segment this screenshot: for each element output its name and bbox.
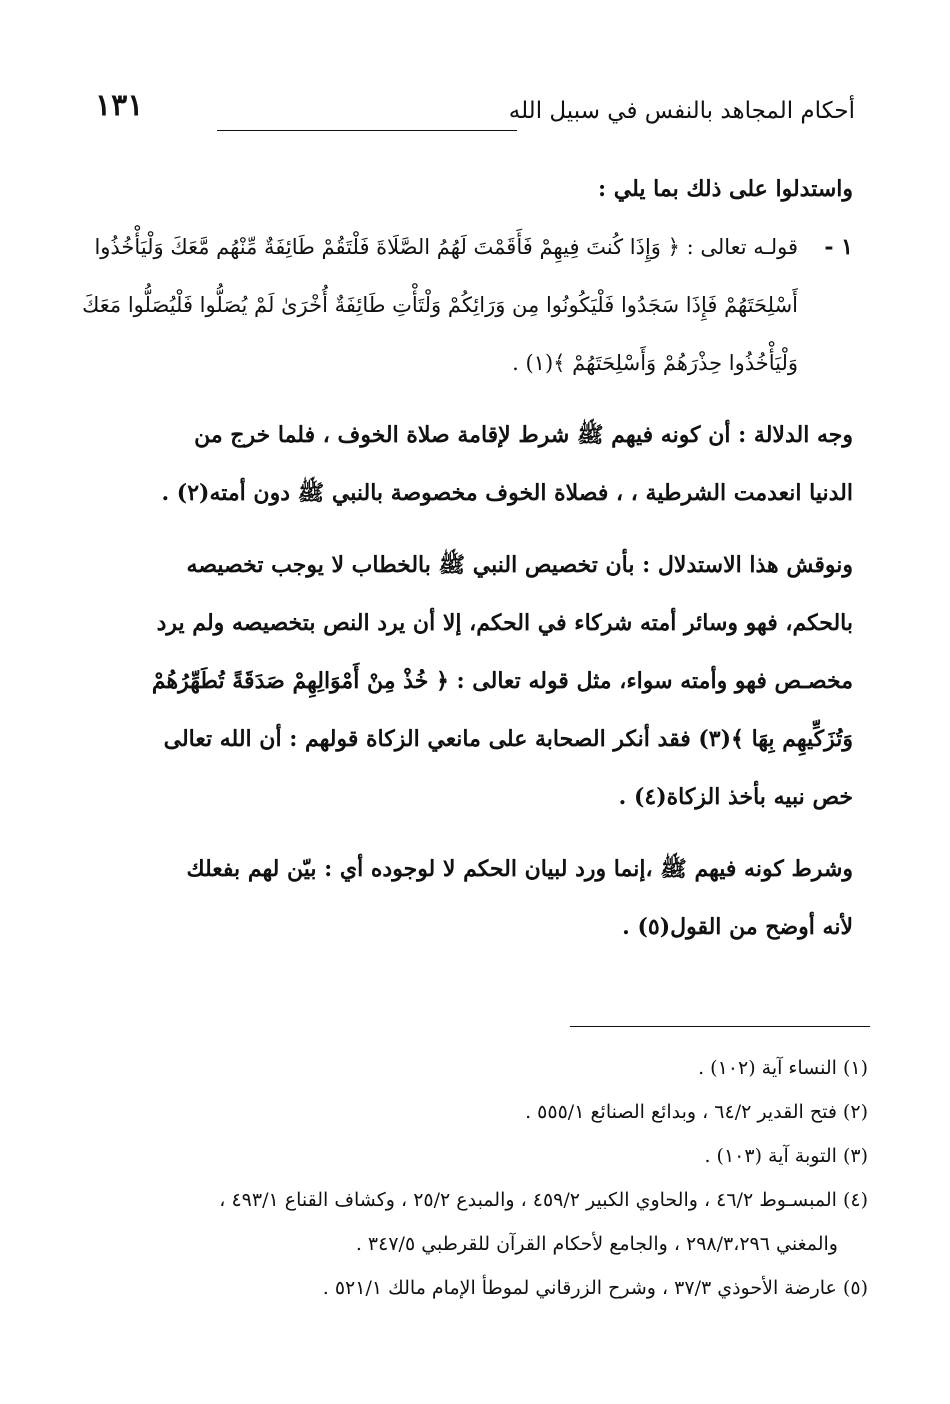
footnote-2: (٢) فتح القدير ٦٤/٢ ، وبدائع الصنائع ٥٥٥/١ . xyxy=(525,1101,868,1123)
text-line: وَلْيَأْخُذُوا حِذْرَهُمْ وَأَسْلِحَتَهُمْ ﴾(١) . xyxy=(512,351,798,375)
text-line: قولـه تعالى : ﴿ وَإِذَا كُنتَ فِيهِمْ فَأَقَمْتَ لَهُمُ الصَّلَاةَ فَلْتَقُمْ طَائِفَةٌ مِّنْهُم مَّعَكَ وَلْيَأْخُذُوا xyxy=(94,235,798,259)
footnote-1: (١) النساء آية (١٠٢) . xyxy=(698,1057,868,1079)
text-line: وَتُزَكِّيهِم بِهَا ﴾(٣) فقد أنكر الصحابة على مانعي الزكاة قولهم : أن الله تعالى xyxy=(163,726,853,752)
text-line: الدنيا انعدمت الشرطية ، ، فصلاة الخوف مخصوصة بالنبي ﷺ دون أمته(٢) . xyxy=(161,480,853,506)
item-body xyxy=(82,218,798,392)
text-line: لأنه أوضح من القول(٥) . xyxy=(622,914,853,940)
footnote-4: (٤) المبسـوط ٤٦/٢ ، والحاوي الكبير ٤٥٩/٢ ، والمبدع ٢٥/٢ ، وكشاف القناع ٤٩٣/١ ، xyxy=(219,1189,868,1211)
footnote-4-continuation: والمغني ٢٩٨/٣،٢٩٦ ، والجامع لأحكام القرآن للقرطبي ٣٤٧/٥ . xyxy=(355,1233,838,1255)
page-number: ١٣١ xyxy=(95,88,144,123)
intro-line: واستدلوا على ذلك بما يلي : xyxy=(597,176,853,202)
main-text xyxy=(82,160,853,956)
footnote-rule xyxy=(570,1026,870,1027)
footnote-5: (٥) عارضة الأحوذي ٣٧/٣ ، وشرح الزرقاني لموطأ الإمام مالك ٥٢١/١ . xyxy=(322,1277,868,1299)
text-line: أَسْلِحَتَهُمْ فَإِذَا سَجَدُوا فَلْيَكُونُوا مِن وَرَائِكُمْ وَلْتَأْتِ طَائِفَةٌ أُخْرَىٰ لَمْ يُصَلُّوا فَلْيُصَلُّوا مَعَكَ xyxy=(82,293,798,317)
text-line: وجه الدلالة : أن كونه فيهم ﷺ شرط لإقامة صلاة الخوف ، فلما خرج من xyxy=(194,422,853,448)
text-line: وشرط كونه فيهم ﷺ ،إنما ورد لبيان الحكم لا لوجوده أي : بيّن لهم بفعلك xyxy=(186,856,853,882)
page-header xyxy=(95,88,855,138)
item-number: ١ - xyxy=(824,234,853,260)
paragraph-evidence-explanation xyxy=(95,406,853,522)
text-line: ونوقش هذا الاستدلال : بأن تخصيص النبي ﷺ بالخطاب لا يوجب تخصيصه xyxy=(186,552,853,578)
text-line: بالحكم، فهو وسائر أمته شركاء في الحكم، إلا أن يرد النص بتخصيصه ولم يرد xyxy=(156,610,853,636)
text-line: مخصـص فهو وأمته سواء، مثل قوله تعالى : ﴿ خُذْ مِنْ أَمْوَالِهِمْ صَدَقَةً تُطَهِّرُهُمْ xyxy=(151,668,853,694)
running-title: أحكام المجاهد بالنفس في سبيل الله xyxy=(508,98,855,124)
evidence-item-1 xyxy=(82,218,853,392)
footnotes xyxy=(95,1046,868,1310)
text-line: خص نبيه بأخذ الزكاة(٤) . xyxy=(618,784,853,810)
footnote-3: (٣) التوبة آية (١٠٣) . xyxy=(704,1145,868,1167)
paragraph-objection xyxy=(95,536,853,826)
paragraph-condition xyxy=(95,840,853,956)
header-rule xyxy=(217,130,517,131)
